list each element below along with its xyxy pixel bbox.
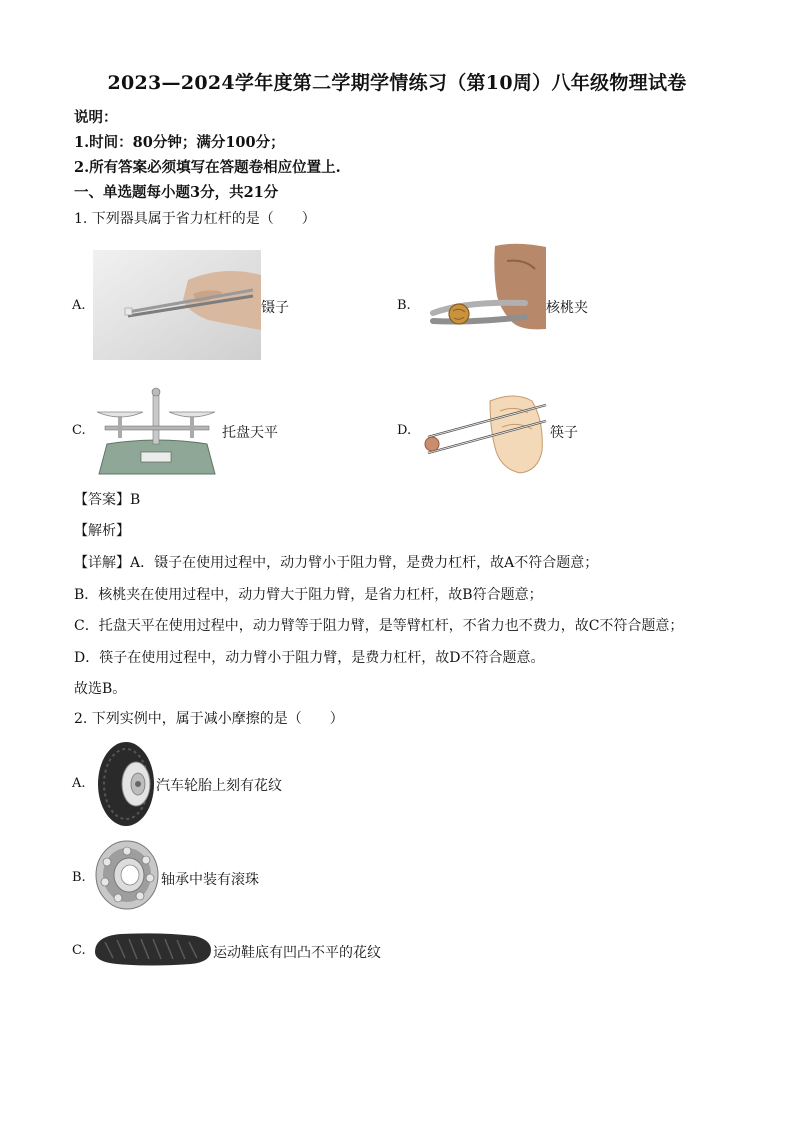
page-title: 2023—2024学年度第二学期学情练习（第10周）八年级物理试卷 (107, 72, 687, 94)
chopsticks-image (420, 391, 547, 474)
q1-answer: 【答案】B (74, 492, 141, 508)
q2-option-c-caption: 运动鞋底有凹凸不平的花纹 (213, 945, 381, 961)
bearing-image (94, 838, 160, 912)
q1-detail-b: B．核桃夹在使用过程中，动力臂大于阻力臂，是省力杠杆，故B符合题意； (74, 587, 543, 603)
q1-option-d-letter: D. (397, 423, 412, 438)
q2-option-a-caption: 汽车轮胎上刻有花纹 (156, 778, 282, 794)
q1-option-b-letter: B. (397, 298, 411, 313)
q1-conclusion: 故选B。 (74, 681, 127, 697)
q1-analysis-label: 【解析】 (74, 523, 130, 539)
shoe-sole-image (91, 930, 213, 968)
instruction-item-1: 1.时间：80分钟；满分100分； (74, 134, 285, 151)
q1-option-c-caption: 托盘天平 (222, 425, 278, 441)
q1-stem: 1. 下列器具属于省力杠杆的是（ ） (74, 211, 316, 227)
q1-option-a-letter: A. (72, 298, 86, 313)
q2-stem: 2. 下列实例中，属于减小摩擦的是（ ） (74, 711, 344, 727)
q2-option-b-letter: B. (72, 870, 86, 885)
q2-option-a-letter: A. (72, 776, 86, 791)
instruction-item-2: 2.所有答案必须填写在答题卷相应位置上. (74, 159, 341, 176)
q1-detail-c: C．托盘天平在使用过程中，动力臂等于阻力臂，是等臂杠杆，不省力也不费力，故C不符合题意； (74, 618, 684, 634)
section-heading: 一、单选题每小题3分，共21分 (74, 184, 279, 201)
instructions-heading: 说明： (74, 109, 118, 126)
balance-scale-image (93, 382, 221, 479)
q2-option-b-caption: 轴承中装有滚珠 (161, 872, 259, 888)
q1-option-b-caption: 核桃夹 (546, 300, 588, 316)
q1-detail-a: 【详解】A．镊子在使用过程中，动力臂小于阻力臂，是费力杠杆，故A不符合题意； (74, 555, 599, 571)
q1-option-d-caption: 筷子 (550, 425, 578, 441)
q1-option-a-caption: 镊子 (261, 300, 289, 316)
q1-option-c-letter: C. (72, 423, 86, 438)
nutcracker-image (425, 241, 546, 331)
q2-option-c-letter: C. (72, 943, 86, 958)
tire-image (96, 740, 156, 828)
q1-detail-d: D．筷子在使用过程中，动力臂小于阻力臂，是费力杠杆，故D不符合题意。 (74, 650, 545, 666)
tweezers-image (93, 250, 261, 360)
